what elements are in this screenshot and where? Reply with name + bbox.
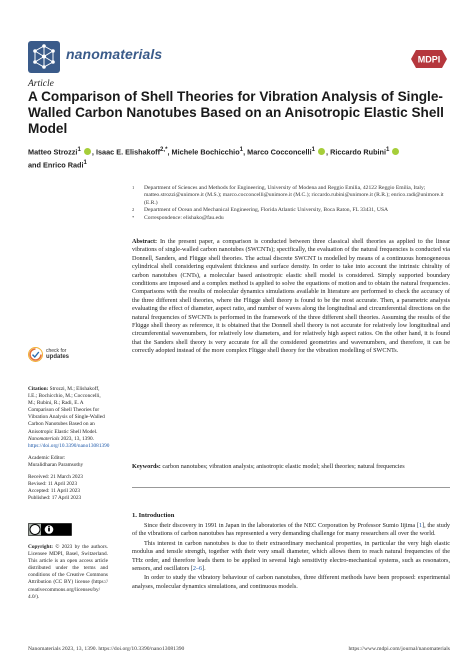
check-for-updates[interactable]: check for updates — [46, 348, 70, 360]
paper-title: A Comparison of Shell Theories for Vibration Analysis of Single-Walled Carbon Nanotubes Based on an Anisotropic Elastic Shell Model — [28, 89, 444, 136]
abstract-label: Abstract: — [132, 238, 158, 245]
journal-name: nanomaterials — [66, 46, 163, 62]
mdpi-logo-icon — [410, 48, 448, 70]
article-type: Article — [28, 79, 54, 89]
author-name: Marco Cocconcelli — [247, 147, 312, 157]
keywords-text: carbon nanotubes; vibration analysis; anisotropic elastic model; shell theories; natural frequencies — [162, 463, 405, 470]
sidebar — [28, 386, 108, 507]
orcid-icon[interactable] — [318, 148, 325, 155]
affiliations — [132, 185, 452, 222]
doi-link[interactable]: https://doi.org/10.3390/nano13081390 — [28, 442, 110, 449]
author-affil: 1 — [83, 158, 87, 166]
section-divider — [132, 487, 450, 488]
author-affil: 2,* — [160, 146, 168, 153]
author-name: Matteo Strozzi — [28, 147, 78, 157]
affiliation: 2 Department of Ocean and Mechanical Engineering, Florida Atlantic University, Boca Raton, FL 33431, USA — [132, 207, 389, 214]
citation-label: Citation: — [28, 386, 49, 392]
citation-journal: Nanomaterials — [28, 435, 60, 442]
dates: Received: 21 March 2023 Revised: 11 April 2023 Accepted: 11 April 2023 Published: 17 April 2023 — [28, 474, 83, 502]
author-affil: 1 — [77, 146, 81, 153]
author-name: Michele Bochicchio — [171, 147, 240, 157]
cc-by-license-icon[interactable] — [28, 523, 72, 536]
section-heading: 1. Introduction — [132, 512, 175, 519]
author-affil: 1 — [239, 146, 244, 153]
introduction-body — [132, 522, 450, 592]
author-list: Matteo Strozzi$^1$ , Isaac E. Elishakoff$^{2,*}$, Michele Bochicchio$^1$, Marco Cocconcelli$^1$ , Riccardo Rubini$^1$ and Enrico Radi$^1$ — [28, 145, 448, 171]
copyright-label: Copyright: — [28, 544, 54, 550]
author-name: Riccardo Rubini — [330, 147, 387, 157]
citation: Citation: Strozzi, M.; Elishakoff, I.E.; Bochicchio, M.; Cocconcelli, M.; Rubini, R.; Radi, E. A Comparison of Shell Theories for Vibration Analysis of Single-Walled Carbon Nanotubes Based on an Anisotropic Elastic Shell Model. Nanomaterials 2023, 13, 1390. https://doi.org/10.3390/nano13081390 — [28, 386, 110, 449]
mdpi-logo-text: MDPI — [417, 54, 441, 65]
author-affil: 1 — [311, 146, 315, 153]
affiliation: 1 Department of Sciences and Methods for Engineering, University of Modena and Reggio Emilia, 42122 Reggio Emilia, Italy; matteo.strozzi@unimore.it (M.S.); marco.cocconcelli@unimore.it (M.C.); riccardo.rubini@unimore.it (R.R.); enrico.radi@unimore.it (E.R.) — [132, 185, 444, 206]
orcid-icon[interactable] — [84, 148, 91, 155]
author-name: and Enrico Radi — [28, 160, 84, 170]
author-affil: 1 — [386, 146, 390, 153]
nanomaterials-logo-icon — [28, 41, 60, 73]
paragraph: Since their discovery in 1991 in Japan in the laboratories of the NEC Corporation by Professor Sumio Iijima [1], the study of the vibrations of carbon nanotubes has represented a very demanding challenge for many researchers all over the world. — [132, 522, 451, 538]
reference-link[interactable]: 1 — [418, 522, 423, 529]
keywords — [132, 463, 450, 471]
reference-link[interactable]: 2–6 — [192, 565, 203, 573]
paragraph: In order to study the vibratory behaviour of carbon nanotubes, three different methods have been proposed: experimental analyses, molecular dynamics simulations, and continuous models. — [132, 574, 450, 590]
footer-citation: Nanomaterials 2023, 13, 1390. https://doi.org/10.3390/nano13081390 — [28, 646, 185, 652]
check-for-updates-icon[interactable] — [28, 347, 43, 362]
keywords-label: Keywords: — [132, 463, 161, 470]
orcid-icon[interactable] — [392, 148, 399, 155]
academic-editor: Academic Editor: Muralidharan Paramsothy — [28, 454, 84, 468]
copyright-notice: Copyright: © 2023 by the authors. Licensee MDPI, Basel, Switzerland. This article is an open access article distributed under the terms and conditions of the Creative Commons Attribution (CC BY) license (https:// creativecommons.org/licenses/by/ 4.0/). — [28, 544, 108, 600]
abstract — [132, 238, 450, 356]
abstract-text: In the present paper, a comparison is conducted between three classical shell theories as applied to the linear vibrations of single-walled carbon nanotubes (SWCNTs); specifically, the evaluation of the natural frequencies is conducted via Donnell, Sanders, and Flügge shell theories. The actual discrete SWCNT is modelled by means of a continuous homogeneous cylindrical shell considering equivalent thickness and surface density. In order to take into account the intrinsic chirality of carbon nanotubes (CNTs), a molecular based anisotropic elastic shell model is considered. Simply supported boundary conditions are imposed and a complex method is applied to solve the equations of motion and to obtain the natural frequencies. Comparisons with the results of molecular dynamics simulations available in literature are performed to check the accuracy of the three different shell theories, where the Flügge shell theory is found to be the most accurate. Then, a parametric analysis evaluating the effect of diameter, aspect ratio, and number of waves along the longitudinal and circumferential directions on the natural frequencies of SWCNTs is performed in the framework of the three different shell theories. Assuming the results of the Flügge shell theory as reference, it is obtained that the Donnell shell theory is not accurate for relatively low longitudinal and circumferential wavenumbers, for relatively low diameters, and for relatively high aspect ratios. On the other hand, it is found that the Sanders shell theory is very accurate for all the considered geometries and wavenumbers, and therefore, it can be correctly adopted instead of the more complex Flügge shell theory for the vibration modelling of SWCNTs. — [132, 238, 451, 355]
footer-journal-url[interactable]: https://www.mdpi.com/journal/nanomaterials — [348, 646, 450, 652]
correspondence: * Correspondence: elishako@fau.edu — [132, 214, 224, 221]
author-name: Isaac E. Elishakoff — [95, 147, 161, 157]
paragraph: This interest in carbon nanotubes is due to their extraordinary mechanical properties, in particular the very high elastic modulus and tensile strength, together with their very small diameter, which allows them to reach natural frequencies of the THz order, and therefore leads them to be applied in several high sensitivity electro-mechanical systems, such as resonators, sensors, and oscillators [2–6]. — [132, 539, 450, 573]
page-footer — [28, 646, 450, 652]
